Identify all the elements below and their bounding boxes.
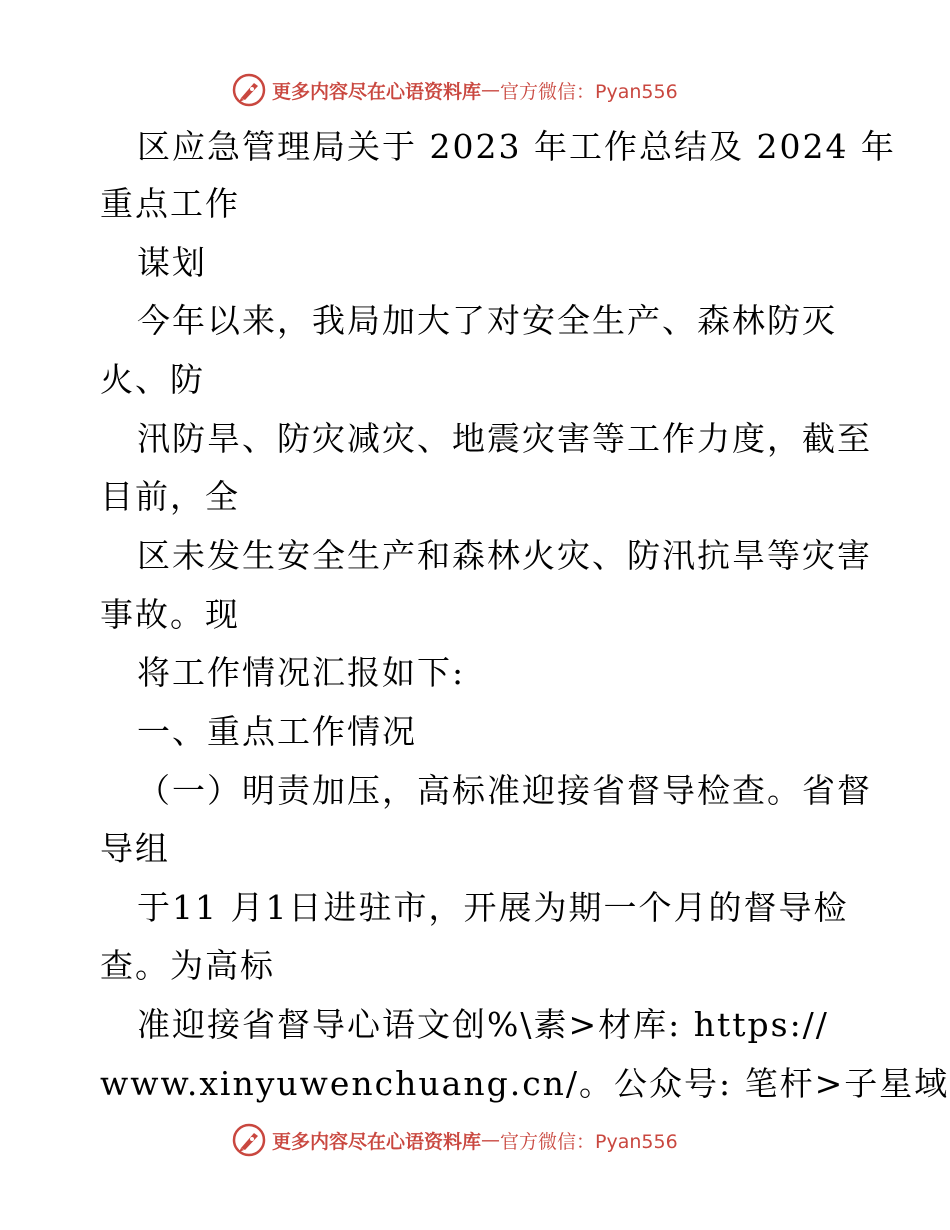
title-line-1: 区应急管理局关于 2023 年工作总结及 2024 年 <box>137 127 896 166</box>
paragraph-line: 事故。现 <box>100 595 240 634</box>
banner-title: 更多内容尽在心语资料库 <box>272 1130 482 1153</box>
paragraph-line: （一）明责加压，高标准迎接省督导检查。省督 <box>137 771 872 810</box>
banner-title: 更多内容尽在心语资料库 <box>272 80 482 103</box>
paragraph-line: 于11 月1日进驻市，开展为期一个月的督导检 <box>137 888 849 927</box>
header-banner <box>232 72 678 108</box>
title-line-2: 重点工作 <box>100 184 240 223</box>
paragraph-line: 导组 <box>100 829 170 868</box>
paragraph-line: 区未发生安全生产和森林火灾、防汛抗旱等灾害 <box>137 536 872 575</box>
banner-wechat: 官方微信：Pyan556 <box>500 1130 678 1153</box>
banner-dash: — <box>481 1129 501 1151</box>
pen-logo-icon <box>232 73 266 107</box>
footer-banner <box>232 1122 678 1158</box>
paragraph-line: 查。为高标 <box>100 946 275 985</box>
paragraph-line: 火、防 <box>100 360 205 399</box>
paragraph-line: 汛防旱、防灾减灾、地震灾害等工作力度，截至 <box>137 419 872 458</box>
banner-wechat: 官方微信：Pyan556 <box>500 80 678 103</box>
banner-dash: — <box>481 79 501 101</box>
paragraph-line: 准迎接省督导心语文创%\素>材库: https:// <box>137 1005 829 1044</box>
section-heading: 一、重点工作情况 <box>137 712 417 751</box>
title-line-3: 谋划 <box>137 243 207 282</box>
pen-logo-icon <box>232 1123 266 1157</box>
paragraph-line: 目前，全 <box>100 477 240 516</box>
paragraph-line: 将工作情况汇报如下: <box>137 653 466 692</box>
paragraph-line: www.xinyuwenchuang.cn/。公众号: 笔杆>子星域 <box>100 1064 950 1103</box>
paragraph-line: 今年以来，我局加大了对安全生产、森林防灭 <box>137 301 837 340</box>
